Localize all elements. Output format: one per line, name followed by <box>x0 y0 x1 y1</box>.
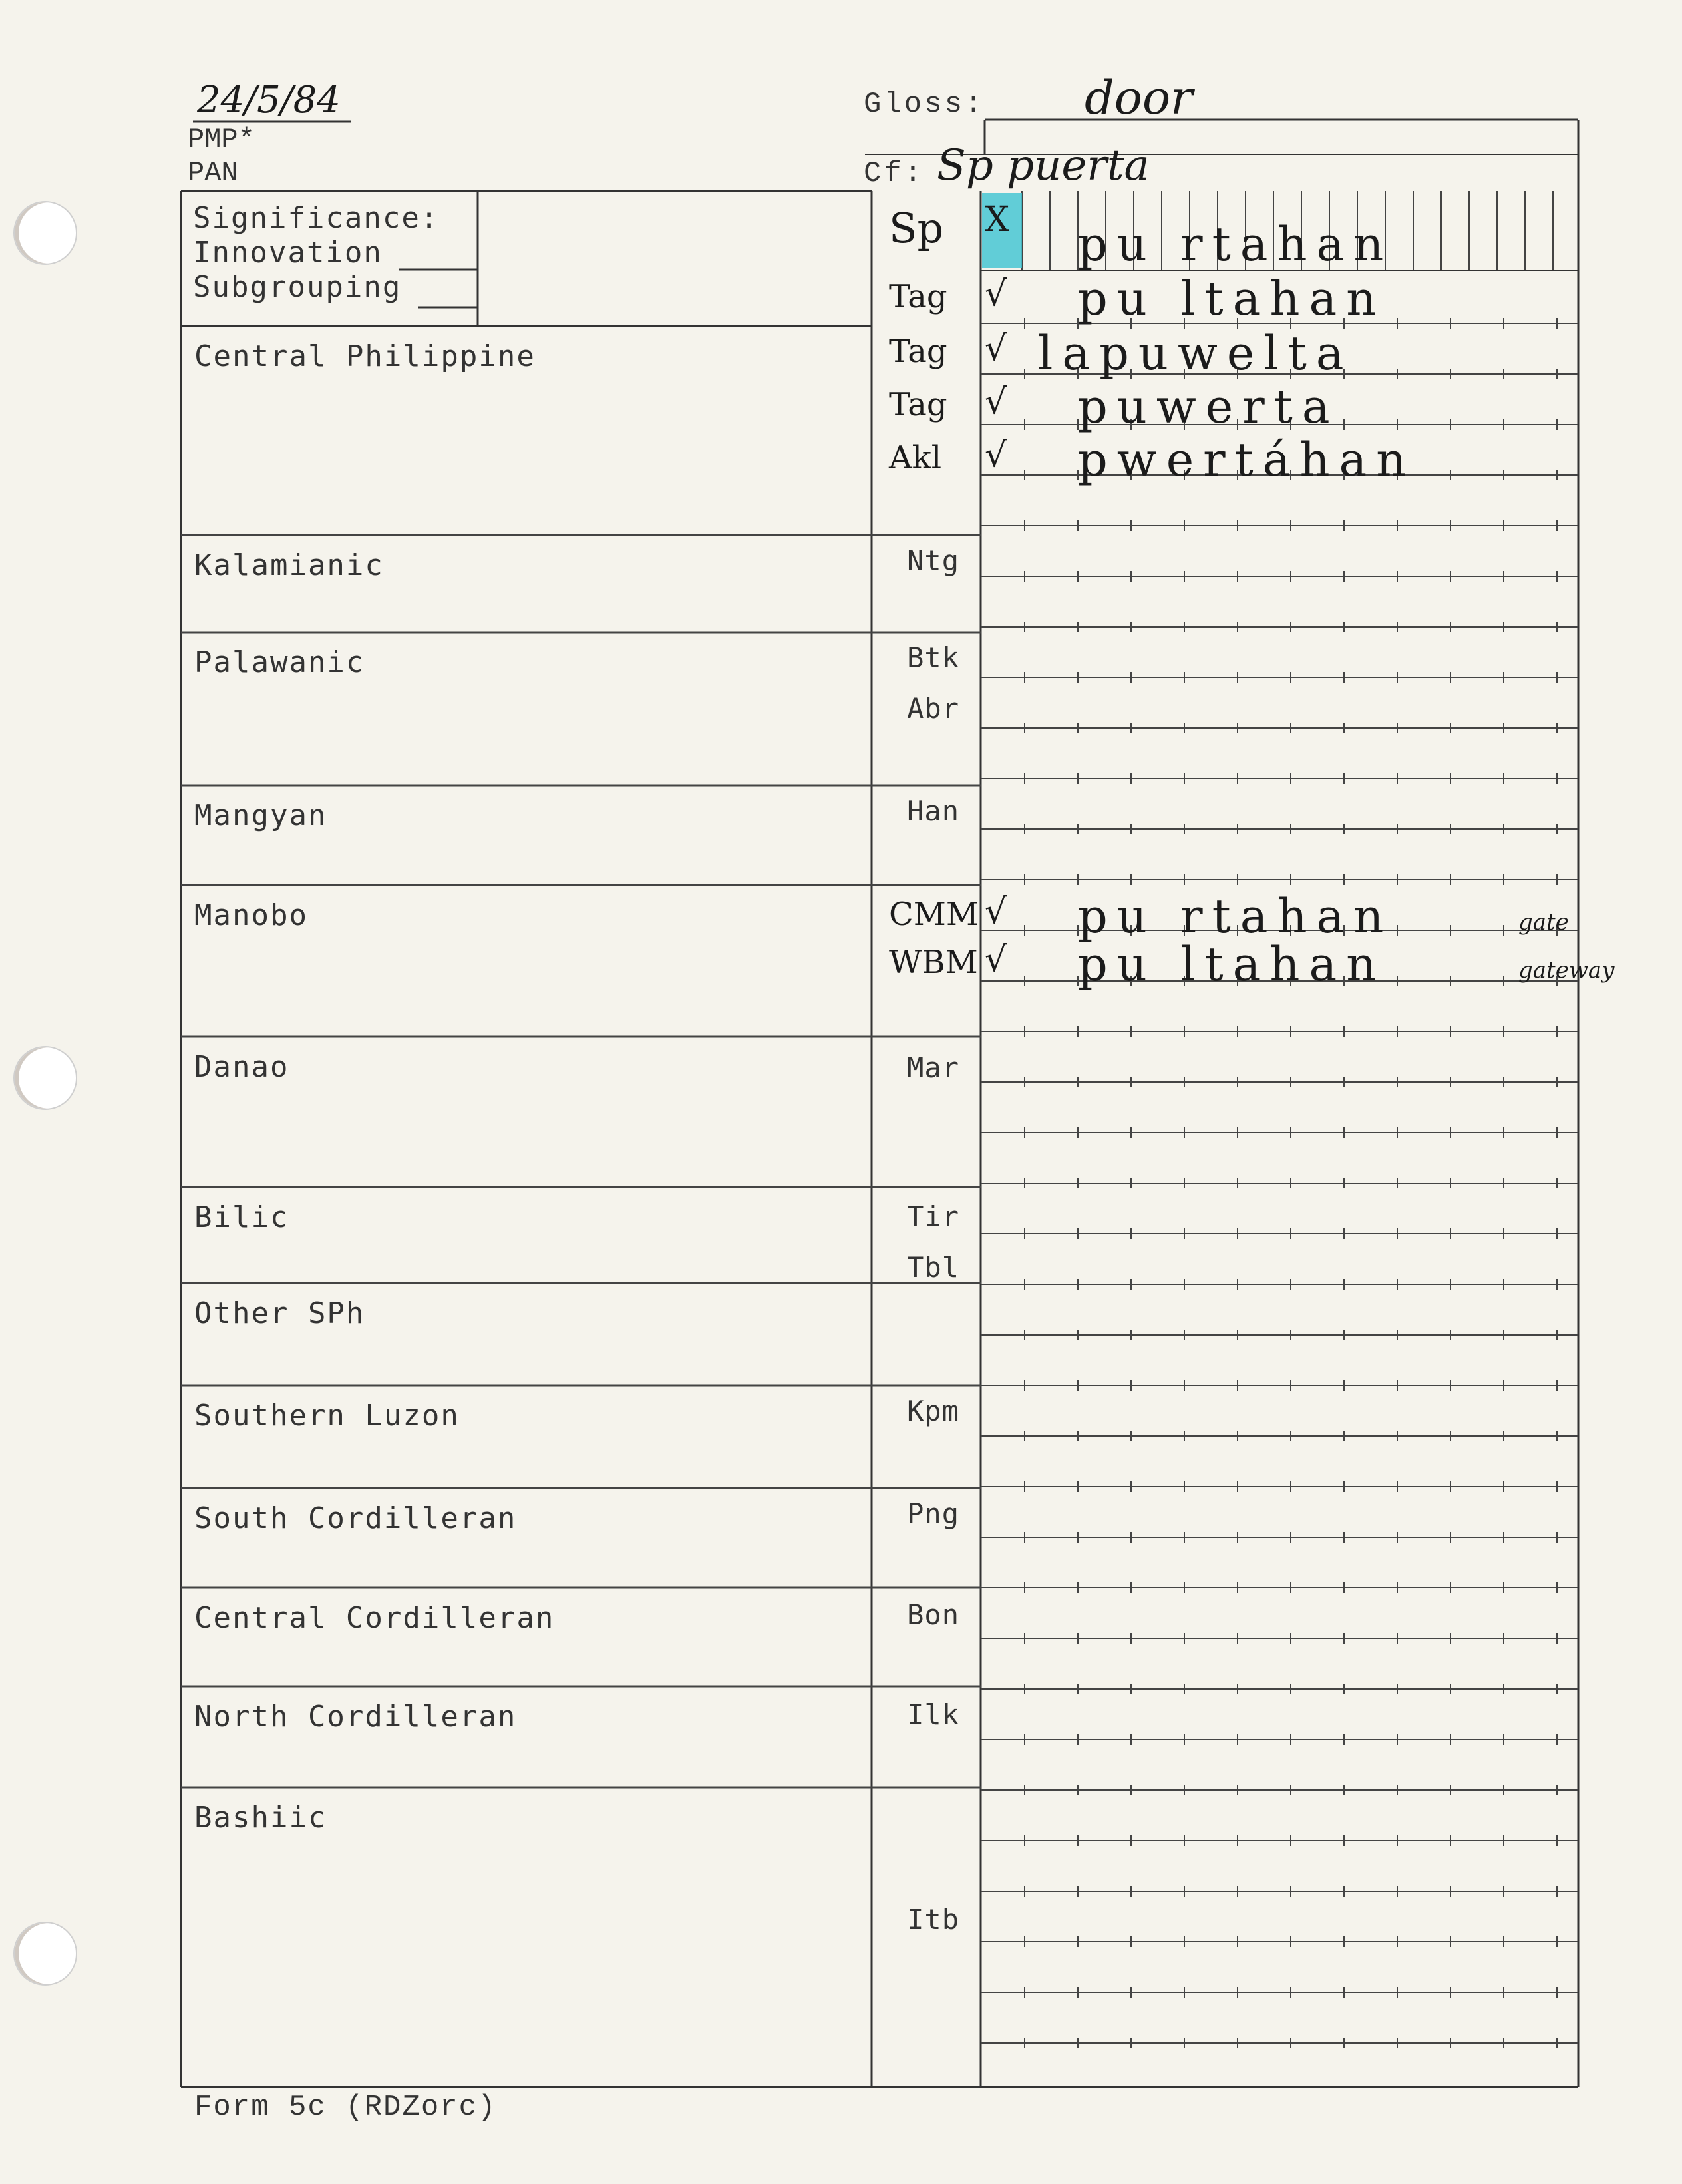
entry-language-code: Akl <box>889 439 942 476</box>
language-code: Han <box>907 795 959 827</box>
entry-check-mark: X <box>985 200 1010 240</box>
reflex-form: puwerta <box>1078 379 1339 434</box>
subgrouping-label: Subgrouping <box>193 270 402 304</box>
language-code: Tir <box>907 1200 959 1233</box>
significance-label: Significance: <box>193 201 440 235</box>
language-code: Bon <box>907 1598 959 1631</box>
subgroup-label: Mangyan <box>194 799 327 832</box>
entry-language-code: Tag <box>889 386 947 423</box>
entry-language-code: WBM <box>889 944 978 981</box>
subgroup-label: Palawanic <box>194 645 365 679</box>
entry-language-code: Tag <box>889 278 947 315</box>
subgroup-label: Bashiic <box>194 1801 327 1835</box>
subgroup-label: Central Cordilleran <box>194 1601 555 1635</box>
reflex-form: pu ltahan <box>1078 272 1386 326</box>
language-code: Tbl <box>907 1251 959 1284</box>
entry-language-code: Sp <box>889 204 944 252</box>
reflex-form: pu rtahan <box>1078 217 1393 272</box>
subgroup-label: Bilic <box>194 1200 289 1234</box>
reflex-form: pwertáhan <box>1078 433 1416 487</box>
language-code: Kpm <box>907 1395 959 1427</box>
subgroup-label: Kalamianic <box>194 548 384 582</box>
subgroup-label: Manobo <box>194 898 308 932</box>
language-code: Mar <box>907 1051 959 1084</box>
reflex-form: pu rtahan <box>1078 889 1393 944</box>
subgroup-label: North Cordilleran <box>194 1700 517 1733</box>
reflex-form: pu ltahan <box>1078 937 1386 992</box>
form-footer: Form 5c (RDZorc) <box>194 2091 497 2124</box>
subgroup-label: Southern Luzon <box>194 1399 460 1433</box>
entry-language-code: Tag <box>889 333 947 370</box>
entry-check-mark: √ <box>985 435 1007 475</box>
entry-check-mark: √ <box>985 274 1007 314</box>
protolanguage-level-2: PAN <box>188 157 238 189</box>
subgroup-label: Other SPh <box>194 1296 365 1330</box>
innovation-label: Innovation <box>193 236 383 270</box>
language-code: Btk <box>907 641 959 674</box>
language-code: Ilk <box>907 1698 959 1731</box>
reflex-form: lapuwelta <box>1038 326 1353 381</box>
gloss-note: gate <box>1518 909 1569 936</box>
language-code: Png <box>907 1497 959 1530</box>
language-code: Itb <box>907 1903 959 1936</box>
entry-check-mark: √ <box>985 382 1007 422</box>
language-code: Ntg <box>907 544 959 577</box>
cf-label: Cf: <box>864 157 925 190</box>
subgroup-label: Danao <box>194 1050 289 1084</box>
protolanguage-level-1: PMP* <box>188 124 255 156</box>
entry-check-mark: √ <box>985 329 1007 369</box>
subgroup-label: Central Philippine <box>194 339 536 373</box>
entry-language-code: CMM <box>889 896 979 933</box>
gloss-note: gateway <box>1518 957 1615 984</box>
gloss-value: door <box>1085 71 1193 125</box>
date-field: 24/5/84 <box>197 79 341 122</box>
cf-value: Sp puerta <box>937 141 1150 190</box>
entry-check-mark: √ <box>985 940 1007 980</box>
subgroup-label: South Cordilleran <box>194 1501 517 1535</box>
gloss-label: Gloss: <box>864 88 985 121</box>
language-code: Abr <box>907 692 959 725</box>
entry-check-mark: √ <box>985 892 1007 932</box>
